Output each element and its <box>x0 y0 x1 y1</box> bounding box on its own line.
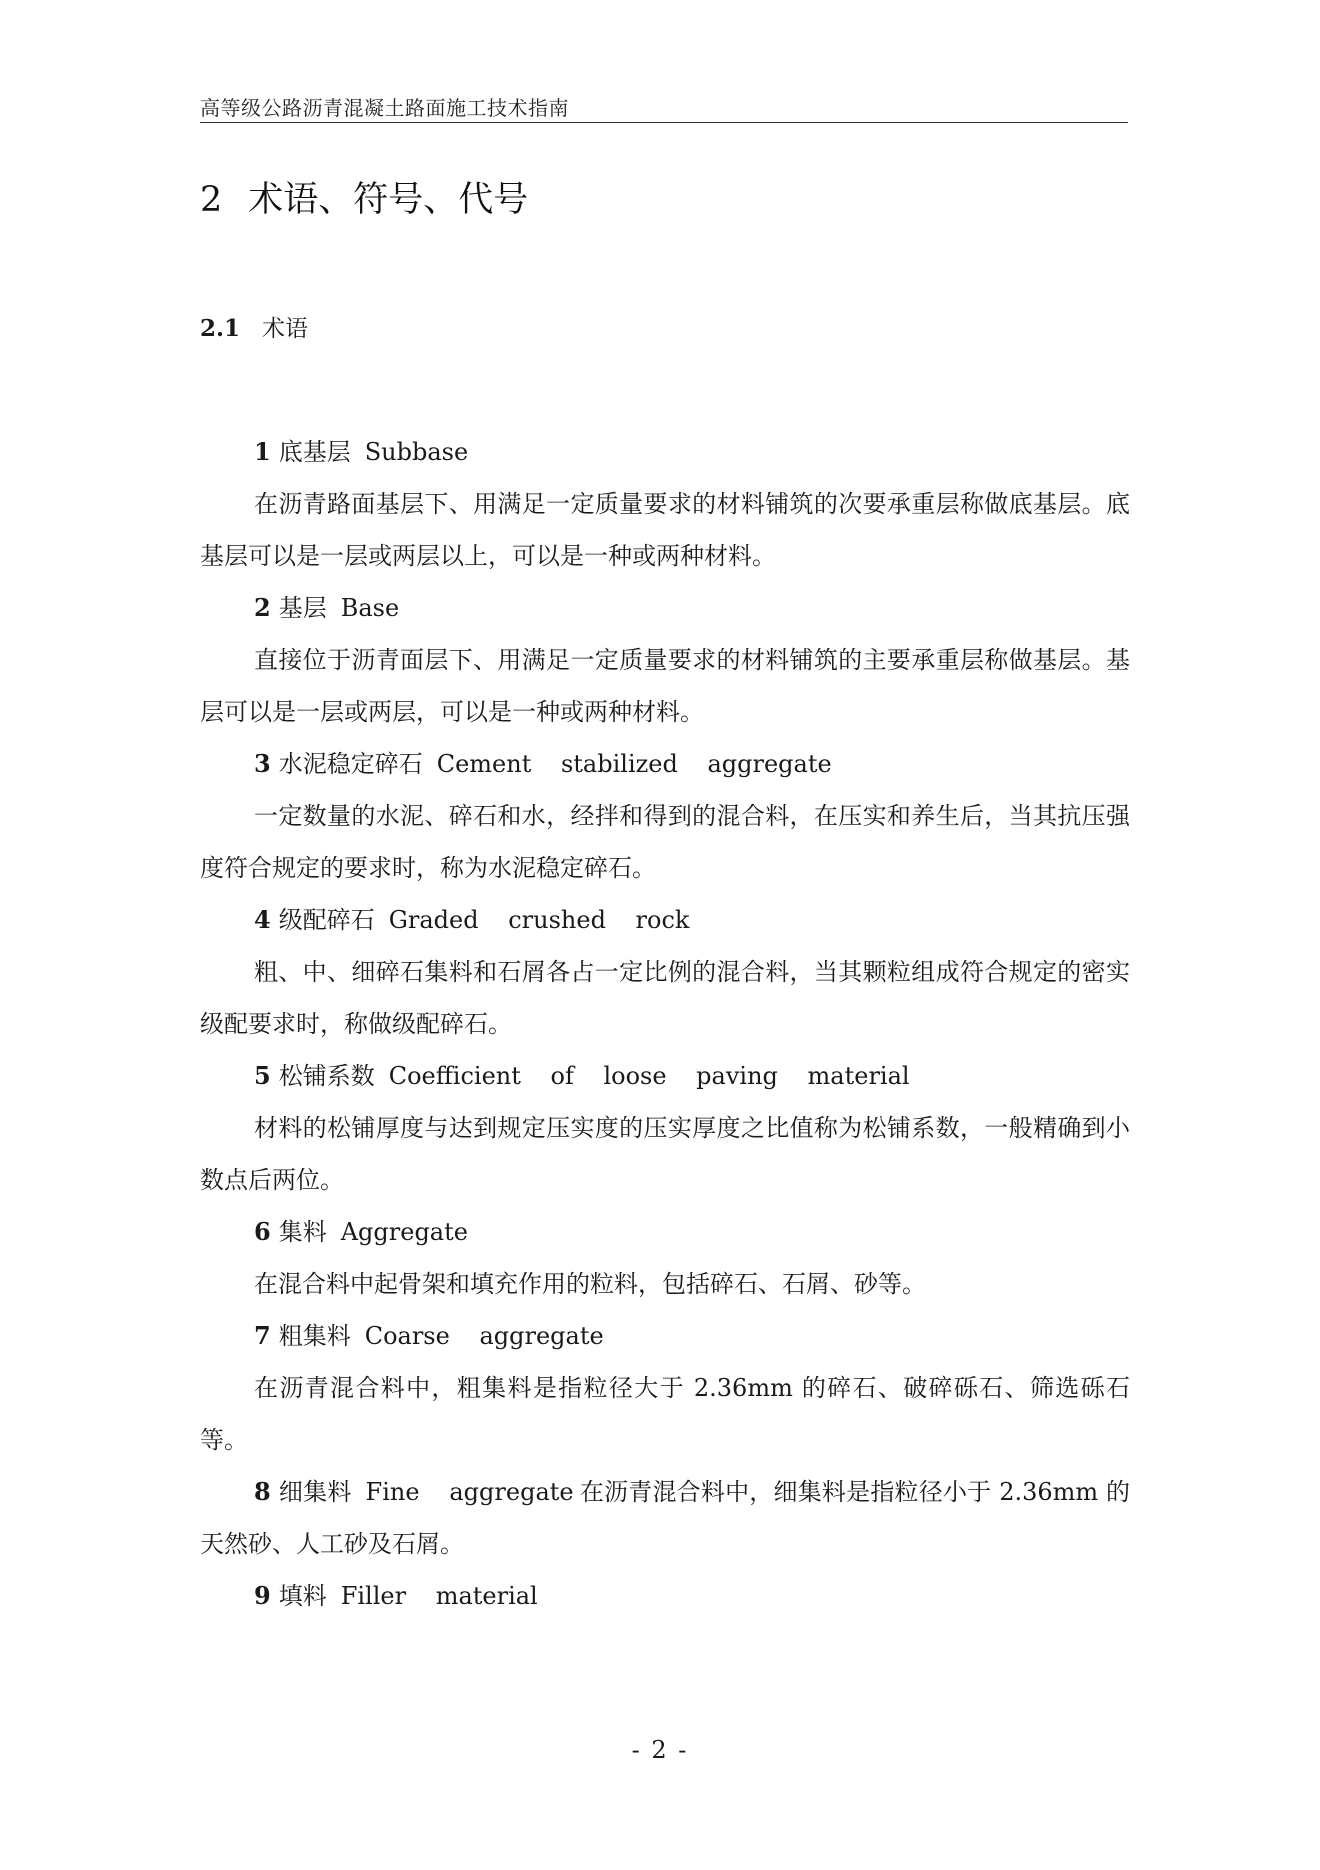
term-number: 1 <box>254 437 271 466</box>
header-rule <box>200 122 1128 123</box>
term-english: Graded crushed rock <box>388 906 690 934</box>
term-entry <box>200 426 1130 582</box>
term-chinese: 松铺系数 <box>278 1062 375 1090</box>
term-definition: 一定数量的水泥、碎石和水，经拌和得到的混合料，在压实和养生后，当其抗压强度符合规定的要求时，称为水泥稳定碎石。 <box>200 802 1130 882</box>
term-definition: 在混合料中起骨架和填充作用的粒料，包括碎石、石屑、砂等。 <box>254 1270 926 1298</box>
term-english: Fine aggregate <box>365 1478 574 1506</box>
chapter-title <box>200 172 528 222</box>
term-english: Subbase <box>364 438 469 466</box>
term-english: Base <box>340 594 400 622</box>
term-heading <box>200 1050 1130 1102</box>
term-english: Coefficient of loose paving material <box>388 1062 910 1090</box>
term-chinese: 基层 <box>278 594 327 622</box>
term-entry <box>200 1466 1130 1570</box>
chapter-number: 2 <box>200 180 223 220</box>
term-heading <box>200 1310 1130 1362</box>
page-number: - 2 - <box>631 1736 689 1764</box>
term-entry <box>200 1050 1130 1206</box>
term-chinese: 水泥稳定碎石 <box>278 750 423 778</box>
term-heading <box>200 738 1130 790</box>
term-chinese: 粗集料 <box>278 1322 351 1350</box>
term-definition: 材料的松铺厚度与达到规定压实度的压实厚度之比值称为松铺系数，一般精确到小数点后两位。 <box>200 1114 1130 1194</box>
term-number: 6 <box>254 1217 271 1246</box>
term-entry <box>200 894 1130 1050</box>
term-heading <box>200 1570 1130 1622</box>
term-list <box>200 426 1130 1622</box>
term-entry <box>200 1206 1130 1310</box>
term-english: Coarse aggregate <box>364 1322 604 1350</box>
term-chinese: 细集料 <box>278 1478 352 1506</box>
term-entry <box>200 1570 1130 1622</box>
term-number: 3 <box>254 749 271 778</box>
term-number: 8 <box>254 1477 271 1506</box>
term-english: Aggregate <box>340 1218 468 1246</box>
term-number: 5 <box>254 1061 271 1090</box>
term-number: 2 <box>254 593 271 622</box>
term-heading <box>200 426 1130 478</box>
section-title-text: 术语 <box>262 316 309 342</box>
term-heading-inline <box>200 1466 1130 1570</box>
term-heading <box>200 894 1130 946</box>
term-english: Filler material <box>340 1582 538 1610</box>
term-number: 9 <box>254 1581 271 1610</box>
term-number: 4 <box>254 905 271 934</box>
section-number: 2.1 <box>200 315 241 342</box>
term-definition: 在沥青路面基层下、用满足一定质量要求的材料铺筑的次要承重层称做底基层。底基层可以是一层或两层以上，可以是一种或两种材料。 <box>200 490 1130 570</box>
section-title <box>200 310 308 343</box>
term-heading <box>200 1206 1130 1258</box>
term-definition: 粗、中、细碎石集料和石屑各占一定比例的混合料，当其颗粒组成符合规定的密实级配要求时，称做级配碎石。 <box>200 958 1130 1038</box>
term-definition: 在沥青混合料中，粗集料是指粒径大于 2.36mm 的碎石、破碎砾石、筛选砾石等。 <box>200 1374 1130 1454</box>
term-entry <box>200 582 1130 738</box>
term-number: 7 <box>254 1321 271 1350</box>
term-heading <box>200 582 1130 634</box>
term-chinese: 集料 <box>278 1218 327 1246</box>
running-header: 高等级公路沥青混凝土路面施工技术指南 <box>200 96 569 120</box>
term-entry <box>200 1310 1130 1466</box>
term-entry <box>200 738 1130 894</box>
term-definition: 直接位于沥青面层下、用满足一定质量要求的材料铺筑的主要承重层称做基层。基层可以是一层或两层，可以是一种或两种材料。 <box>200 646 1130 726</box>
chapter-title-text: 术语、符号、代号 <box>248 180 529 220</box>
term-english: Cement stabilized aggregate <box>436 750 832 778</box>
term-chinese: 级配碎石 <box>278 906 375 934</box>
term-chinese: 底基层 <box>278 438 351 466</box>
term-chinese: 填料 <box>278 1582 327 1610</box>
term-definition: 在沥青混合料中，细集料是指粒径小于 2.36mm 的天然砂、人工砂及石屑。 <box>200 1478 1130 1558</box>
